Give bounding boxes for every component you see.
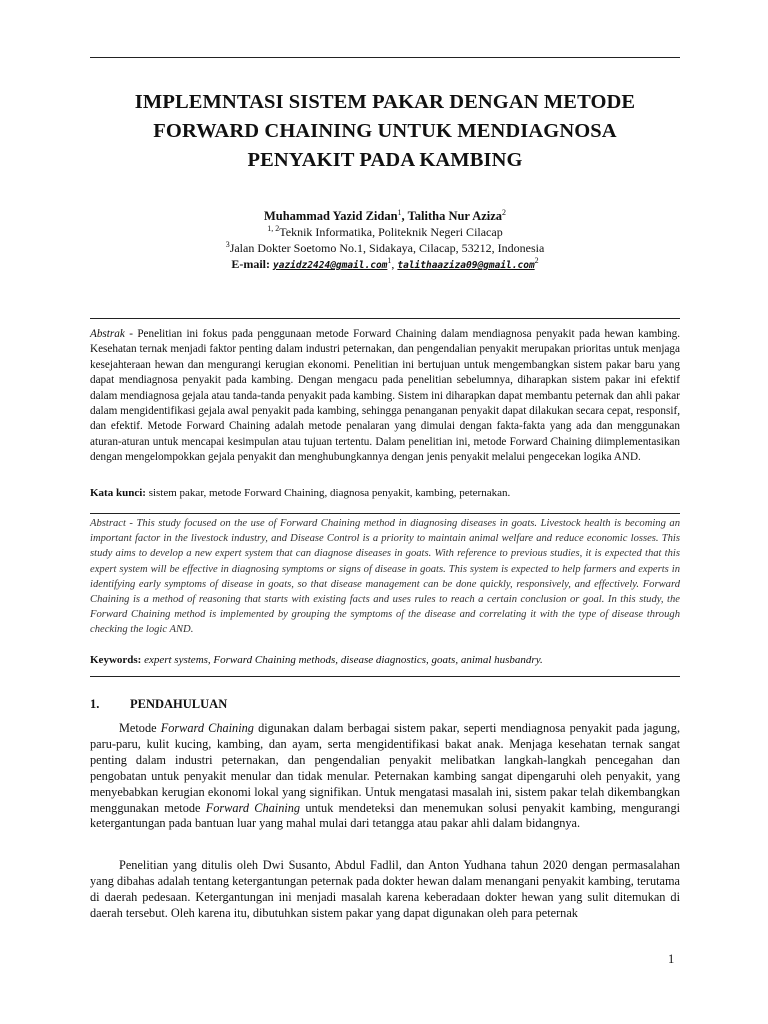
author-2-name: Talitha Nur Aziza xyxy=(407,209,503,223)
kata-kunci-label: Kata kunci: xyxy=(90,487,146,499)
author-1-sup: 1 xyxy=(397,208,402,217)
title-line-3: PENYAKIT PADA KAMBING xyxy=(247,149,523,171)
intro-paragraph-2 xyxy=(90,858,680,922)
p1-forward-chaining-2: Forward Chaining xyxy=(205,800,301,815)
affiliation-sup: 1, 2 xyxy=(267,224,280,233)
abstrak-section xyxy=(90,327,680,466)
author-block xyxy=(90,208,680,274)
email-link-1[interactable]: yazidz2424@gmail.com xyxy=(273,260,388,271)
email-label: E-mail: xyxy=(231,257,273,271)
email-link-2[interactable]: talithaaziza09@gmail.com xyxy=(397,260,535,271)
kata-kunci-text: sistem pakar, metode Forward Chaining, diagnosa penyakit, kambing, peternakan. xyxy=(145,487,511,499)
email-1-sup: 1 xyxy=(387,256,392,265)
keywords-label: Keywords: xyxy=(90,654,142,666)
section-number: 1. xyxy=(90,697,100,711)
p1-text-c: untuk mendeteksi dan menemukan solusi penyakit kambing, mengurangi ketergantungan pada bantuan luar yang mahal mulai dari tetangga atau pakar ahli dalam bidangnya. xyxy=(90,800,681,831)
abstract-top-rule xyxy=(90,318,680,319)
keywords-text: expert systems, Forward Chaining methods, disease diagnostics, goats, animal husbandry. xyxy=(141,654,543,666)
abstrak-label: Abstrak xyxy=(90,328,125,340)
author-2-sup: 2 xyxy=(502,208,507,217)
top-rule xyxy=(90,57,680,58)
author-1-name: Muhammad Yazid Zidan xyxy=(263,209,398,223)
section-title: PENDAHULUAN xyxy=(130,697,228,711)
address-text: Jalan Dokter Soetomo No.1, Sidakaya, Cilacap, 53212, Indonesia xyxy=(229,241,545,255)
intro-paragraph-1 xyxy=(90,721,680,832)
address xyxy=(90,240,680,256)
abstrak-paragraph xyxy=(90,327,680,466)
section-heading xyxy=(90,697,227,712)
p1-text-b: digunakan dalam berbagai sistem pakar, seperti mendiagnosa penyakit pada jagung, paru-paru, kulit kucing, kambing, dan ayam, serta mengidentifikasi bakat anak. Menjaga kesehatan ternak sangat penting dalam industri peternakan, dan pengendalian penyakit melibatkan langkah-langkah pencegahan dan pengobatan untuk penyakit menular dan tidak menular. Peternakan kambing sangat dipengaruhi oleh penyakit, yang menyebabkan kerugian ekonomi lokal yang signifikan. Untuk mengatasi masalah ini, sistem pakar telah dikembangkan menggunakan metode xyxy=(90,721,681,815)
paper-title xyxy=(90,88,680,175)
email-separator: , xyxy=(391,257,398,271)
page-number: 1 xyxy=(668,952,675,966)
title-line-1: IMPLEMNTASI SISTEM PAKAR DENGAN METODE xyxy=(134,91,636,113)
author-names xyxy=(90,208,680,224)
email-line xyxy=(90,256,680,274)
address-sup: 3 xyxy=(225,240,230,249)
p1-forward-chaining-1: Forward Chaining xyxy=(160,721,254,735)
title-line-2: FORWARD CHAINING UNTUK MENDIAGNOSA xyxy=(153,120,617,142)
author-separator: , xyxy=(401,209,408,223)
abstract-english-text: Abstract - This study focused on the use of Forward Chaining method in diagnosing diseases in goats. Livestock health is becoming an important factor in the livestock industry, and Disease Control is a priority to maintain animal welfare and reduce economic losses. This study aims to develop a new expert system that can diagnose diseases in goats. With reference to previous studies, it is expected that this expert system will be effective in diagnosing symptoms or signs of disease in goats. This system is expected to help farmers and experts in identifying early symptoms of disease in goats, so that disease management can be done quickly, responsively, and effectively. Forward Chaining is a method of reasoning that starts with existing facts and uses rules to reach a certain conclusion or goal. In this study, the Forward Chaining method is implemented by grouping the symptoms of the disease and correlating it with the type of disease through checking the logic AND. xyxy=(90,518,680,636)
p1-text-a: Metode xyxy=(119,721,161,735)
abstract-mid-rule xyxy=(90,513,680,514)
abstrak-text: - Penelitian ini fokus pada penggunaan metode Forward Chaining dalam mendiagnosa penyakit pada hewan kambing. Kesehatan ternak menjadi faktor penting dalam industri peternakan, dan pengendalian penyakit merupakan prioritas untuk menjaga kesejahteraan hewan dan mengurangi kerugian ekonomi. Penelitian ini bertujuan untuk mengembangkan sistem pakar baru yang dapat mendiagnosa penyakit pada kambing. Dengan mengacu pada penelitian sebelumnya, diharapkan sistem pakar ini efektif dalam mendiagnosa gejala atau tanda-tanda penyakit pada kambing. Sistem ini diharapkan dapat membantu peternak dan ahli pakar dalam mengidentifikasi gejala awal penyakit pada kambing, sehingga penanganan penyakit dapat dilakukan secara cepat, responsif, dan efektif. Metode Forward Chaining adalah metode penalaran yang dimulai dengan fakta-fakta yang ada dan menggunakan aturan-aturan untuk mencapai kesimpulan atau tujuan tertentu. Dalam penelitian ini, metode Forward Chaining diimplementasikan dengan mengelompokkan gejala penyakit dan menghubungkannya dengan jenis penyakit melalui pengecekan logika AND. xyxy=(90,328,680,464)
affiliation xyxy=(90,224,680,240)
p2-text: Penelitian yang ditulis oleh Dwi Susanto, Abdul Fadlil, dan Anton Yudhana tahun 2020 dengan permasalahan yang dibahas adalah tentang ketergantungan peternak pada dokter hewan dalam menangani penyakit kambing, terutama di daerah pedesaan. Ketergantungan ini menjadi masalah karena keberadaan dokter hewan yang sulit ditemukan di daerah tersebut. Oleh karena itu, dibutuhkan sistem pakar yang dapat digunakan oleh para peternak xyxy=(90,858,680,920)
keywords xyxy=(90,653,680,668)
email-2-sup: 2 xyxy=(534,256,539,265)
abstract-bottom-rule xyxy=(90,676,680,677)
kata-kunci xyxy=(90,486,680,501)
abstract-english-section xyxy=(90,516,680,638)
affiliation-text: Teknik Informatika, Politeknik Negeri Cilacap xyxy=(279,225,503,239)
